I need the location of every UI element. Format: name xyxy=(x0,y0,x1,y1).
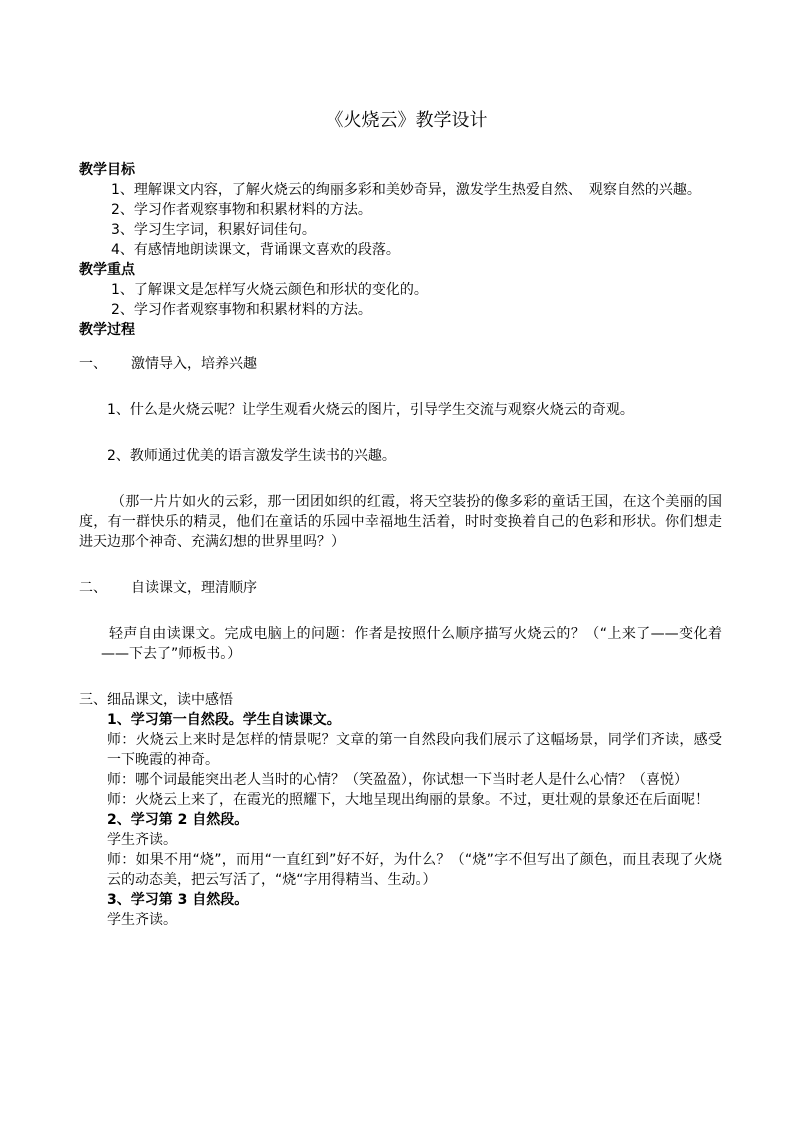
goal-item: 2、学习作者观察事物和积累材料的方法。 xyxy=(111,202,372,218)
section-one-item: 2、教师通过优美的语言激发学生读书的兴趣。 xyxy=(107,448,396,464)
key-point-item: 1、了解课文是怎样写火烧云颜色和形状的变化的。 xyxy=(111,282,428,298)
section-two-title: 自读课文，理清顺序 xyxy=(131,580,257,596)
goal-item: 3、学习生字词，积累好词佳句。 xyxy=(111,222,316,238)
goal-item: 4、有感情地朗读课文，背诵课文喜欢的段落。 xyxy=(111,242,400,258)
goals-heading: 教学目标 xyxy=(79,162,135,178)
student-text: 学生齐读。 xyxy=(107,832,177,848)
subsection-heading: 3、学习第 3 自然段。 xyxy=(107,892,249,908)
document-title: 《火烧云》教学设计 xyxy=(325,110,488,131)
section-one-item: 1、什么是火烧云呢？让学生观看火烧云的图片，引导学生交流与观察火烧云的奇观。 xyxy=(107,402,634,418)
section-one-heading xyxy=(79,354,722,374)
section-one-number: 一、 xyxy=(79,356,107,372)
section-two-number: 二、 xyxy=(79,580,107,596)
teacher-text: 师：如果不用“烧”，而用“一直红到”好不好，为什么？（“烧”字不但写出了颜色，而且表现了火烧云的动态美，把云写活了，“烧“字用得精当、生动。） xyxy=(107,852,722,888)
section-two-text: 轻声自由读课文。完成电脑上的问题：作者是按照什么顺序描写火烧云的？（“上来了——变化着——下去了”师板书。） xyxy=(101,626,722,662)
teacher-text: 师：火烧云上来了，在霞光的照耀下，大地呈现出绚丽的景象。不过，更壮观的景象还在后面呢！ xyxy=(107,792,709,808)
process-heading: 教学过程 xyxy=(79,322,135,338)
section-three-heading: 三、细品课文，读中感悟 xyxy=(79,692,233,708)
subsection-heading: 1、学习第一自然段。学生自读课文。 xyxy=(107,712,341,728)
section-two-heading xyxy=(79,578,722,598)
key-points-heading: 教学重点 xyxy=(79,262,135,278)
student-text: 学生齐读。 xyxy=(107,912,177,928)
teacher-text: 师：哪个词最能突出老人当时的心情？（笑盈盈），你试想一下当时老人是什么心情？（喜悦） xyxy=(107,772,688,788)
section-one-title: 激情导入，培养兴趣 xyxy=(131,356,257,372)
goal-item: 1、理解课文内容，了解火烧云的绚丽多彩和美妙奇异，激发学生热爱自然、 观察自然的兴趣。 xyxy=(111,182,701,198)
subsection-heading: 2、学习第 2 自然段。 xyxy=(107,812,249,828)
key-point-item: 2、学习作者观察事物和积累材料的方法。 xyxy=(111,302,372,318)
section-one-quote: （那一片片如火的云彩，那一团团如织的红霞，将天空装扮的像多彩的童话王国，在这个美丽的国度，有一群快乐的精灵，他们在童话的乐园中幸福地生活着，时时变换着自己的色彩和形状。你们想走进天边那个神奇、充满幻想的世界里吗？） xyxy=(79,494,722,550)
teacher-text: 师：火烧云上来时是怎样的情景呢？文章的第一自然段向我们展示了这幅场景，同学们齐读，感受一下晚霞的神奇。 xyxy=(107,732,722,768)
